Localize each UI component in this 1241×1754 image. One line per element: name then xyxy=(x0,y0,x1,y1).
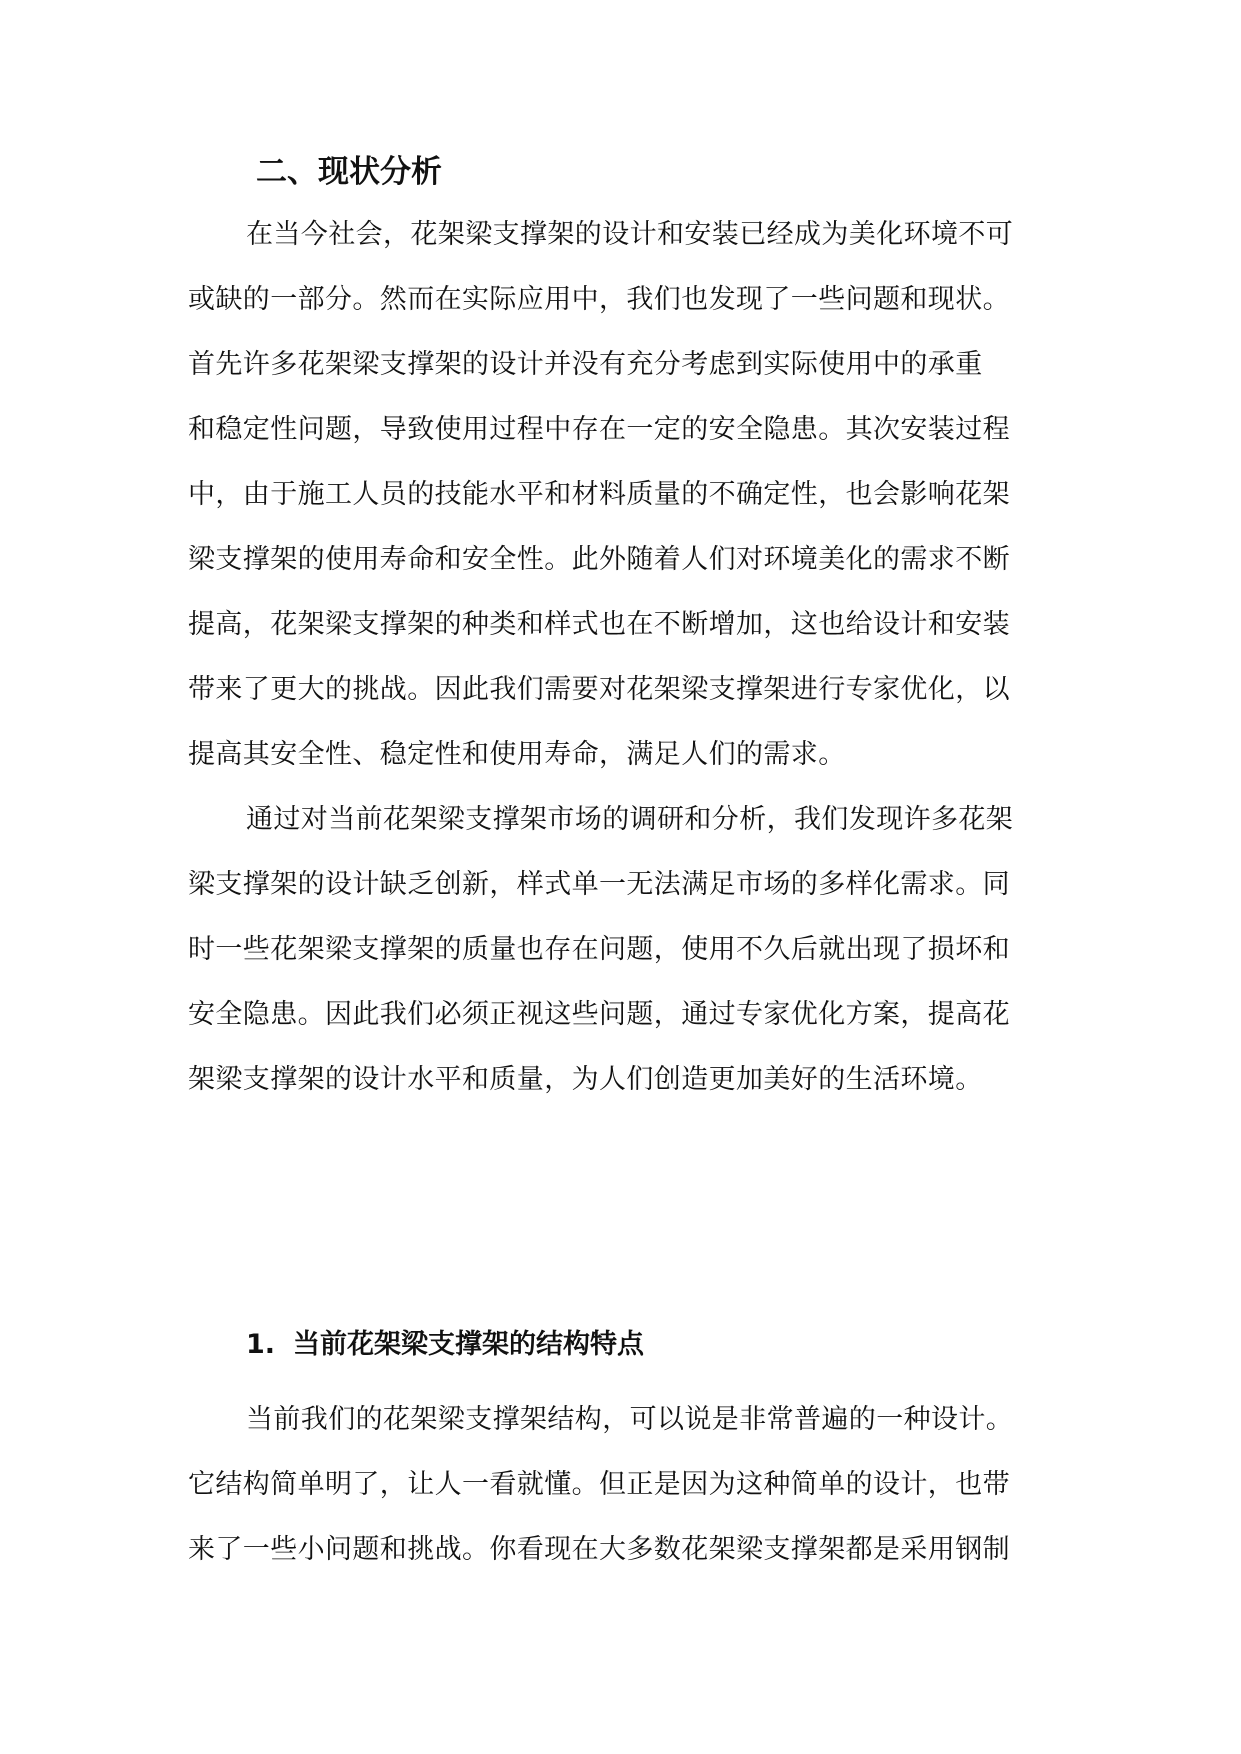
section-heading: 二、现状分析 xyxy=(256,154,442,190)
paragraph-1-line-7: 提高，花架梁支撑架的种类和样式也在不断增加，这也给设计和安装 xyxy=(188,609,1010,640)
paragraph-1-line-3: 首先许多花架梁支撑架的设计并没有充分考虑到实际使用中的承重 xyxy=(188,349,983,380)
paragraph-2-line-5: 架梁支撑架的设计水平和质量，为人们创造更加美好的生活环境。 xyxy=(188,1064,983,1095)
paragraph-1-line-6: 梁支撑架的使用寿命和安全性。此外随着人们对环境美化的需求不断 xyxy=(188,544,1010,575)
paragraph-1-line-1: 在当今社会，花架梁支撑架的设计和安装已经成为美化环境不可 xyxy=(246,219,1014,250)
paragraph-2-line-4: 安全隐患。因此我们必须正视这些问题，通过专家优化方案，提高花 xyxy=(188,999,1010,1030)
paragraph-1-line-9: 提高其安全性、稳定性和使用寿命，满足人们的需求。 xyxy=(188,739,846,770)
paragraph-3-line-1: 当前我们的花架梁支撑架结构，可以说是非常普遍的一种设计。 xyxy=(246,1404,1014,1435)
subsection-heading xyxy=(246,1325,644,1365)
paragraph-1-line-2: 或缺的一部分。然而在实际应用中，我们也发现了一些问题和现状。 xyxy=(188,284,1010,315)
paragraph-2-line-3: 时一些花架梁支撑架的质量也存在问题，使用不久后就出现了损坏和 xyxy=(188,934,1010,965)
paragraph-3-line-2: 它结构简单明了，让人一看就懂。但正是因为这种简单的设计，也带 xyxy=(188,1469,1010,1500)
subsection-number: 1. xyxy=(246,1329,276,1360)
paragraph-2-line-1: 通过对当前花架梁支撑架市场的调研和分析，我们发现许多花架 xyxy=(246,804,1014,835)
paragraph-2-line-2: 梁支撑架的设计缺乏创新，样式单一无法满足市场的多样化需求。同 xyxy=(188,869,1010,900)
paragraph-1-line-4: 和稳定性问题，导致使用过程中存在一定的安全隐患。其次安装过程 xyxy=(188,414,1010,445)
subsection-title: 当前花架梁支撑架的结构特点 xyxy=(293,1329,645,1360)
paragraph-3-line-3: 来了一些小问题和挑战。你看现在大多数花架梁支撑架都是采用钢制 xyxy=(188,1534,1010,1565)
paragraph-1-line-5: 中，由于施工人员的技能水平和材料质量的不确定性，也会影响花架 xyxy=(188,479,1010,510)
paragraph-1-line-8: 带来了更大的挑战。因此我们需要对花架梁支撑架进行专家优化，以 xyxy=(188,674,1010,705)
